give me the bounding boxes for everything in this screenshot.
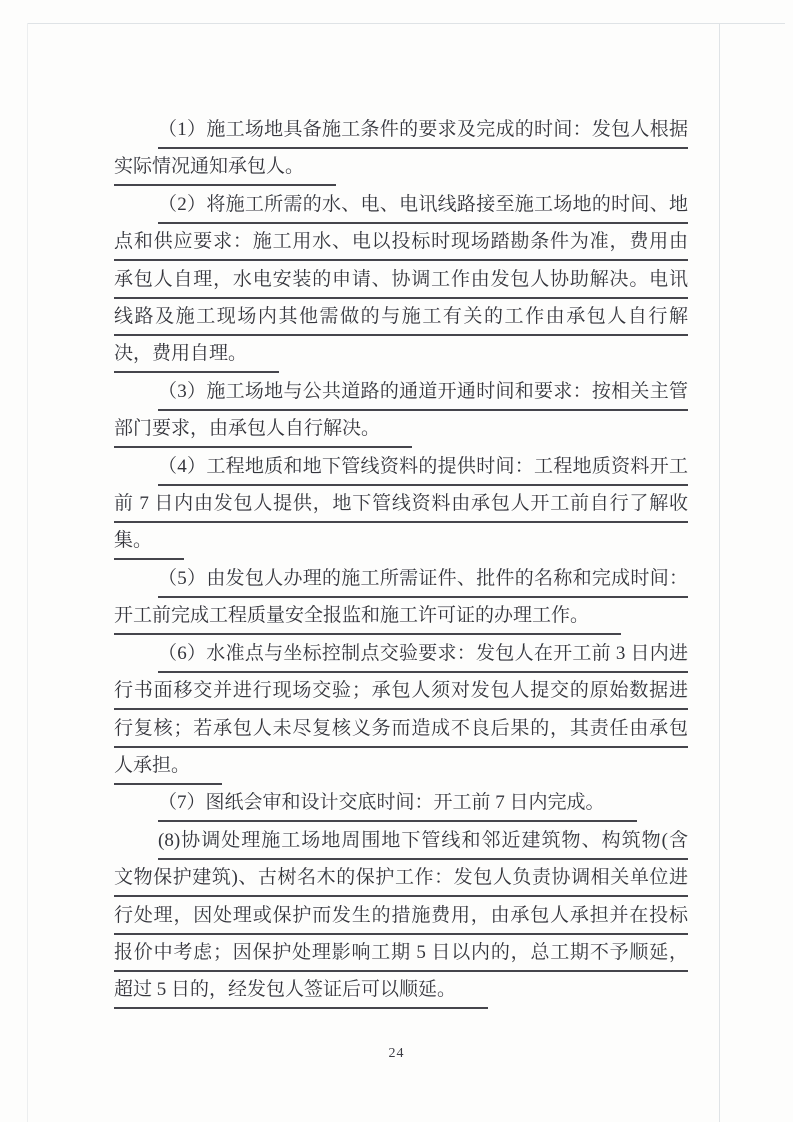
text-line [114, 336, 688, 373]
text-line [114, 711, 688, 748]
text-line-content: 文物保护建筑)、古树名木的保护工作：发包人负责协调相关单位进 [114, 860, 688, 897]
text-line-content: 前 7 日内由发包人提供，地下管线资料由承包人开工前自行了解收 [114, 486, 688, 523]
text-line-content: 点和供应要求：施工用水、电以投标时现场踏勘条件为准，费用由 [114, 224, 688, 261]
paragraph [114, 374, 688, 449]
document-body [114, 112, 688, 1010]
text-line [114, 748, 688, 785]
text-line [114, 149, 688, 186]
text-line [114, 860, 688, 897]
text-line-content: 线路及施工现场内其他需做的与施工有关的工作由承包人自行解 [114, 299, 688, 336]
text-line [114, 187, 688, 224]
scan-edge-top-line [28, 23, 785, 24]
text-line [114, 823, 688, 860]
text-line [114, 486, 688, 523]
text-line [114, 374, 688, 411]
text-line-content: （3）施工场地与公共道路的通道开通时间和要求：按相关主管 [158, 374, 688, 411]
text-line [114, 299, 688, 336]
text-line-content: （1）施工场地具备施工条件的要求及完成的时间：发包人根据 [158, 112, 688, 149]
text-line [114, 785, 688, 822]
text-line [114, 262, 688, 299]
text-line-content: 报价中考虑；因保护处理影响工期 5 日以内的，总工期不予顺延， [114, 935, 688, 972]
text-line-content: （4）工程地质和地下管线资料的提供时间：工程地质资料开工 [158, 449, 688, 486]
text-line-content: 行书面移交并进行现场交验；承包人须对发包人提交的原始数据进 [114, 673, 688, 710]
scan-edge-right-line [719, 23, 720, 1122]
text-line [114, 972, 688, 1009]
text-line-content: 行复核；若承包人未尽复核义务而造成不良后果的，其责任由承包 [114, 711, 688, 748]
paragraph [114, 449, 688, 561]
paragraph [114, 561, 688, 636]
text-line-content: 承包人自理，水电安装的申请、协调工作由发包人协助解决。电讯 [114, 262, 688, 299]
text-line-content: 决，费用自理。 [114, 336, 279, 373]
paragraph [114, 785, 688, 822]
text-line [114, 598, 688, 635]
text-line [114, 523, 688, 560]
paragraph [114, 823, 688, 1010]
text-line [114, 636, 688, 673]
page-number: 24 [388, 1046, 405, 1061]
text-line [114, 411, 688, 448]
text-line-content: 部门要求，由承包人自行解决。 [114, 411, 412, 448]
text-line-content: （5）由发包人办理的施工所需证件、批件的名称和完成时间： [158, 561, 688, 598]
scan-edge-left-line [27, 23, 28, 1122]
text-line-content: 行处理，因处理或保护而发生的措施费用，由承包人承担并在投标 [114, 898, 688, 935]
text-line-content: (8)协调处理施工场地周围地下管线和邻近建筑物、构筑物(含 [158, 823, 688, 860]
text-line [114, 561, 688, 598]
text-line-content: （6）水准点与坐标控制点交验要求：发包人在开工前 3 日内进 [158, 636, 688, 673]
text-line-content: 实际情况通知承包人。 [114, 149, 336, 186]
paragraph [114, 187, 688, 374]
text-line [114, 112, 688, 149]
text-line [114, 449, 688, 486]
paragraph [114, 636, 688, 786]
text-line-content: （7）图纸会审和设计交底时间：开工前 7 日内完成。 [158, 785, 637, 822]
text-line-content: 开工前完成工程质量安全报监和施工许可证的办理工作。 [114, 598, 621, 635]
text-line-content: （2）将施工所需的水、电、电讯线路接至施工场地的时间、地 [158, 187, 688, 224]
text-line-content: 集。 [114, 523, 184, 560]
text-line-content: 超过 5 日的，经发包人签证后可以顺延。 [114, 972, 488, 1009]
text-line [114, 898, 688, 935]
paragraph [114, 112, 688, 187]
text-line [114, 935, 688, 972]
text-line [114, 224, 688, 261]
text-line-content: 人承担。 [114, 748, 222, 785]
text-line [114, 673, 688, 710]
